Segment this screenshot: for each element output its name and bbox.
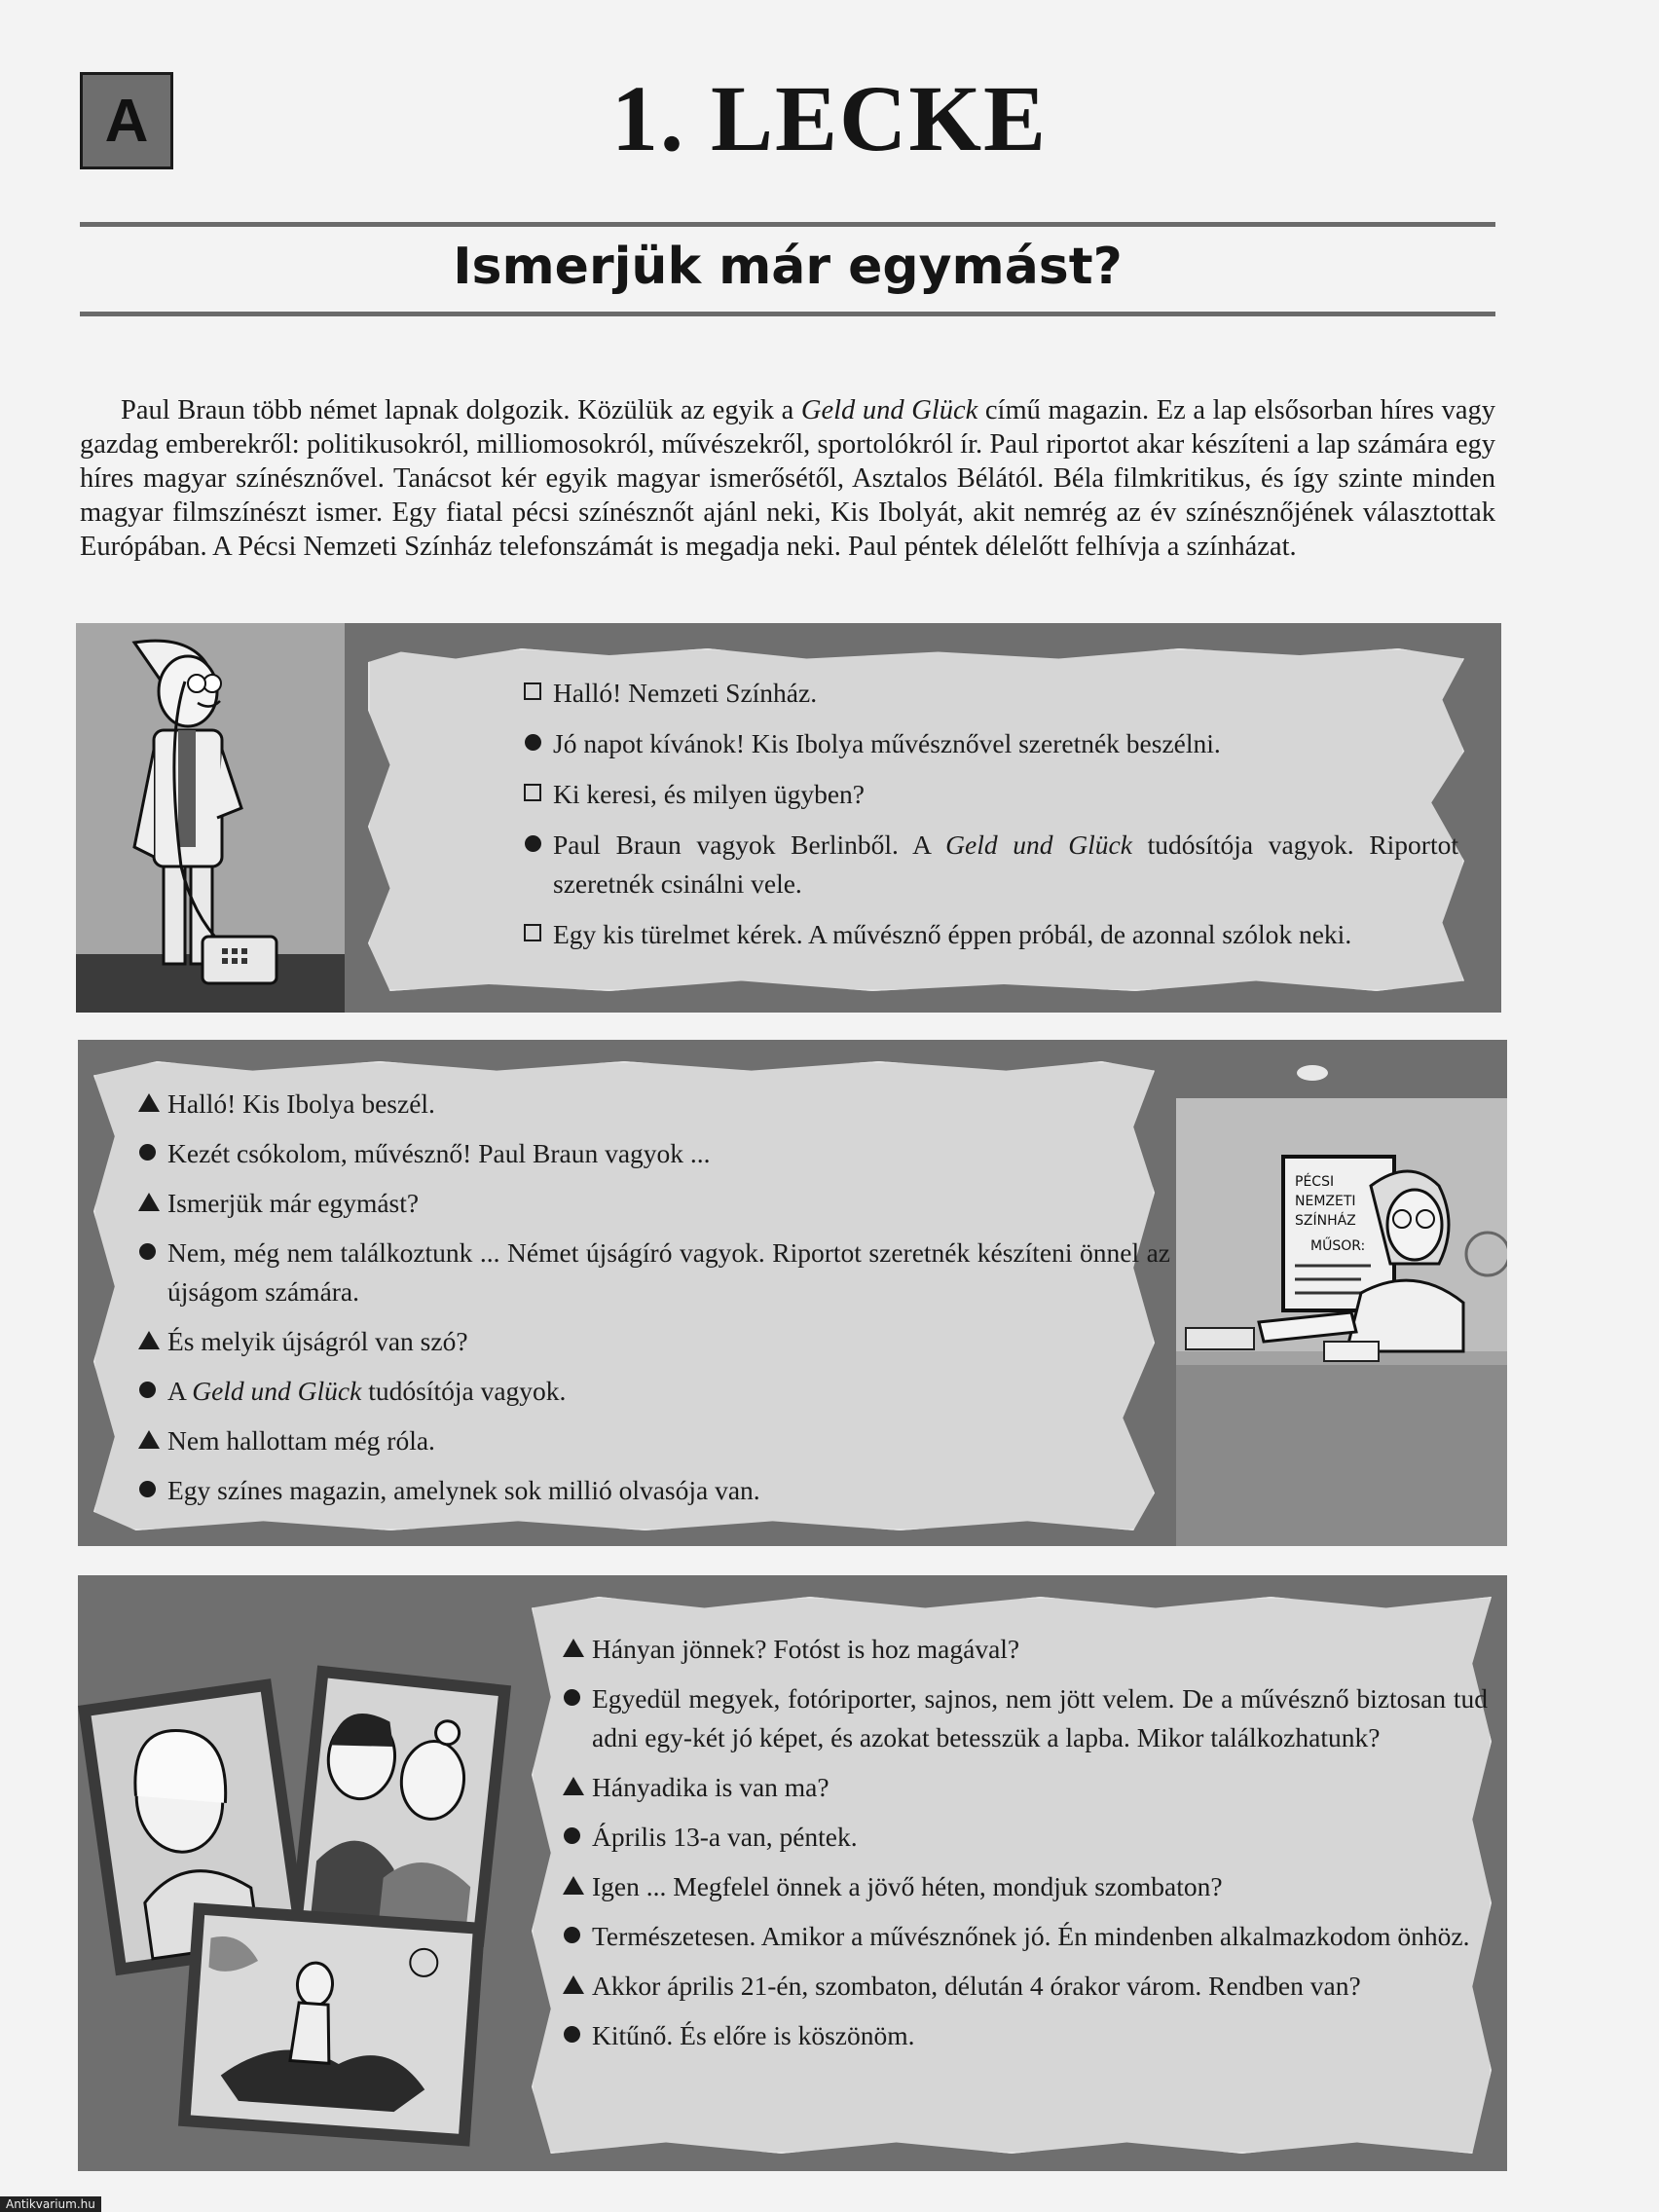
dot-marker-icon (139, 1243, 156, 1260)
magazine-name: Geld und Glück (800, 395, 978, 425)
dialog-line: Egy színes magazin, amelynek sok millió olvasója van. (138, 1471, 1170, 1510)
dialog-list-1 (524, 674, 1458, 966)
section-letter: A (104, 87, 149, 155)
dialog-line: A Geld und Glück tudósítója vagyok. (138, 1372, 1170, 1411)
dot-marker-icon (139, 1144, 156, 1161)
triangle-marker-icon (563, 1876, 584, 1895)
triangle-marker-icon (563, 1777, 584, 1795)
intro-text-2: című magazin. Ez a lap elsősorban híres vagy gazdag emberekről: politikusokról, milliomosokról, művészekről, sportolókról ír. Paul riportot akar készíteni a lap számára egy híres magyar színésznővel. Tanácsot kér egyik magyar ismerősétől, Asztalos Bélától. Béla filmkritikus, és így szinte minden magyar filmszínészt ismer. Egy fiatal pécsi színésznőt ajánl neki, Kis Ibolyát, akit nemrég az év színésznőjének választottak Európában. A Pécsi Nemzeti Színház telefonszámát is megadja neki. Paul péntek délelőtt felhívja a színházat. (80, 395, 1495, 562)
square-marker-icon (524, 682, 541, 700)
lesson-title: 1. LECKE (610, 66, 1049, 170)
dot-marker-icon (564, 1827, 580, 1844)
top-rule (80, 222, 1495, 227)
dialog-line: Ki keresi, és milyen ügyben? (524, 775, 1458, 814)
dialog-line: Paul Braun vagyok Berlinből. A Geld und Glück tudósítója vagyok. Riportot szeretnék csinálni vele. (524, 826, 1458, 903)
dialog-list-2 (138, 1085, 1170, 1521)
triangle-marker-icon (138, 1331, 160, 1349)
dot-marker-icon (564, 1927, 580, 1943)
dot-marker-icon (525, 734, 541, 751)
square-marker-icon (524, 784, 541, 801)
dialog-line: Halló! Nemzeti Színház. (524, 674, 1458, 713)
dot-marker-icon (139, 1481, 156, 1497)
triangle-marker-icon (138, 1193, 160, 1211)
triangle-marker-icon (138, 1093, 160, 1112)
poster-text: PÉCSI (1295, 1174, 1335, 1190)
dot-marker-icon (525, 835, 541, 852)
man-on-phone-illustration (76, 623, 345, 1013)
bottom-rule (80, 312, 1495, 316)
intro-paragraph (80, 393, 1495, 564)
dot-marker-icon (139, 1382, 156, 1398)
dialog-line: Kitűnő. És előre is köszönöm. (563, 2016, 1488, 2055)
poster-text: NEMZETI (1295, 1194, 1356, 1209)
triangle-marker-icon (138, 1430, 160, 1449)
actress-at-desk-illustration (1176, 1040, 1507, 1546)
poster-text: SZÍNHÁZ (1295, 1213, 1356, 1229)
dialog-line: Akkor április 21-én, szombaton, délután 4 órakor várom. Rendben van? (563, 1967, 1488, 2006)
dialog-panel-1 (76, 623, 1501, 1013)
dialog-line: Kezét csókolom, művésznő! Paul Braun vagyok ... (138, 1134, 1170, 1173)
dialog-line: Hányadika is van ma? (563, 1768, 1488, 1807)
dialog-line: Egyedül megyek, fotóriporter, sajnos, nem jött velem. De a művésznő biztosan tud adni egy-két jó képet, és azokat betesszük a lapba. Mikor találkozhatunk? (563, 1679, 1488, 1757)
photo-collage-illustration (78, 1575, 526, 2171)
dot-marker-icon (564, 1689, 580, 1706)
dialog-line: Nem, még nem találkoztunk ... Német újságíró vagyok. Riportot szeretnék készíteni önnel az újságom számára. (138, 1234, 1170, 1311)
lesson-subtitle: Ismerjük már egymást? (453, 238, 1123, 296)
dialog-list-3 (563, 1630, 1488, 2066)
dialog-line: Nem hallottam még róla. (138, 1421, 1170, 1460)
poster-text: MŰSOR: (1310, 1238, 1366, 1254)
dialog-panel-2 (78, 1040, 1507, 1546)
dialog-line: Ismerjük már egymást? (138, 1184, 1170, 1223)
dialog-panel-3 (78, 1575, 1507, 2171)
section-letter-box (80, 72, 173, 169)
dialog-line: Hányan jönnek? Fotóst is hoz magával? (563, 1630, 1488, 1669)
dialog-line: Jó napot kívánok! Kis Ibolya művésznővel szeretnék beszélni. (524, 724, 1458, 763)
dialog-line: És melyik újságról van szó? (138, 1322, 1170, 1361)
triangle-marker-icon (563, 1639, 584, 1657)
dialog-line: Egy kis türelmet kérek. A művésznő éppen próbál, de azonnal szólok neki. (524, 915, 1458, 954)
dialog-line: Igen ... Megfelel önnek a jövő héten, mondjuk szombaton? (563, 1867, 1488, 1906)
dialog-line: Halló! Kis Ibolya beszél. (138, 1085, 1170, 1124)
dialog-line: Április 13-a van, péntek. (563, 1818, 1488, 1857)
intro-text-1: Paul Braun több német lapnak dolgozik. Közülük az egyik a (121, 395, 801, 425)
square-marker-icon (524, 924, 541, 941)
dot-marker-icon (564, 2026, 580, 2043)
watermark: Antikvarium.hu (0, 2196, 101, 2212)
triangle-marker-icon (563, 1975, 584, 1994)
dialog-line: Természetesen. Amikor a művésznőnek jó. Én mindenben alkalmazkodom önhöz. (563, 1917, 1488, 1956)
